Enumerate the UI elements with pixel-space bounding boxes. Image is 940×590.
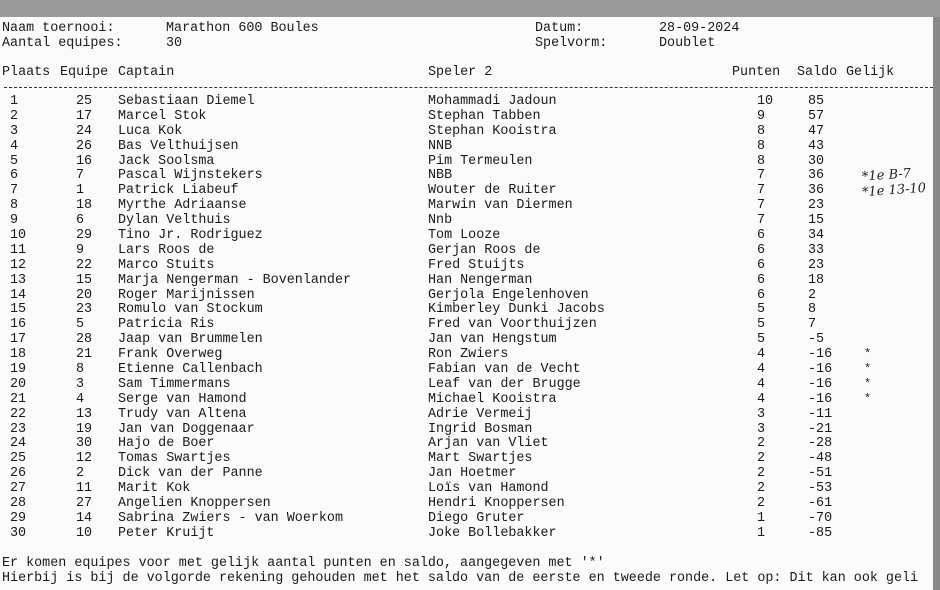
cell-captain: Patricia Ris bbox=[118, 317, 215, 333]
cell-points: 2 bbox=[757, 481, 766, 497]
cell-place: 16 bbox=[10, 317, 27, 333]
cell-points: 7 bbox=[757, 213, 766, 229]
cell-saldo: 47 bbox=[808, 123, 825, 139]
cell-saldo: 23 bbox=[808, 198, 825, 214]
cell-saldo: 30 bbox=[808, 153, 825, 169]
cell-points: 7 bbox=[757, 183, 766, 199]
cell-player2: Ron Zwiers bbox=[428, 347, 509, 363]
cell-player2: Jan van Hengstum bbox=[428, 332, 557, 348]
cell-captain: Sabrina Zwiers - van Woerkom bbox=[118, 510, 343, 526]
cell-captain: Serge van Hamond bbox=[118, 391, 247, 407]
cell-captain: Sam Timmermans bbox=[118, 376, 231, 392]
cell-team: 20 bbox=[76, 287, 93, 303]
cell-team: 2 bbox=[76, 466, 85, 482]
cell-place: 2 bbox=[10, 108, 19, 124]
table-row bbox=[0, 347, 933, 362]
tournament-name: Marathon 600 Boules bbox=[166, 21, 319, 36]
cell-team: 4 bbox=[76, 391, 85, 407]
cell-saldo: 18 bbox=[808, 272, 825, 288]
footer-note-order: Hierbij is bij de volgorde rekening gehouden met het saldo van de eerste en tweede ronde. Let op: Dit kan ook geli bbox=[2, 571, 919, 586]
cell-points: 6 bbox=[757, 257, 766, 273]
col-header-team: Equipe bbox=[60, 65, 109, 80]
cell-points: 2 bbox=[757, 436, 766, 452]
cell-points: 10 bbox=[757, 94, 774, 109]
table-row bbox=[0, 258, 933, 273]
cell-player2: Arjan van Vliet bbox=[428, 436, 549, 452]
cell-points: 5 bbox=[757, 332, 766, 348]
cell-saldo: 36 bbox=[808, 183, 825, 199]
cell-place: 22 bbox=[10, 406, 27, 422]
table-row bbox=[0, 273, 933, 288]
cell-tie: * bbox=[864, 376, 872, 391]
cell-captain: Hajo de Boer bbox=[118, 436, 215, 452]
table-row bbox=[0, 466, 933, 481]
cell-captain: Romulo van Stockum bbox=[118, 302, 263, 318]
cell-captain: Luca Kok bbox=[118, 123, 183, 139]
cell-place: 12 bbox=[10, 257, 27, 273]
cell-captain: Frank Overweg bbox=[118, 347, 223, 363]
cell-captain: Jack Soolsma bbox=[118, 153, 215, 169]
table-row bbox=[0, 168, 933, 183]
cell-points: 8 bbox=[757, 138, 766, 154]
cell-team: 24 bbox=[76, 123, 93, 139]
cell-points: 8 bbox=[757, 123, 766, 139]
cell-captain: Tomas Swartjes bbox=[118, 451, 231, 467]
cell-team: 28 bbox=[76, 332, 93, 348]
col-header-tie: Gelijk bbox=[846, 65, 895, 80]
table-row bbox=[0, 422, 933, 437]
cell-captain: Trudy van Altena bbox=[118, 406, 247, 422]
tournament-label: Naam toernooi: bbox=[2, 21, 115, 36]
table-row bbox=[0, 317, 933, 332]
cell-place: 21 bbox=[10, 391, 27, 407]
table-row bbox=[0, 109, 933, 124]
cell-place: 1 bbox=[10, 94, 19, 109]
cell-place: 30 bbox=[10, 525, 27, 541]
cell-saldo: 57 bbox=[808, 108, 825, 124]
cell-saldo: 43 bbox=[808, 138, 825, 154]
format-label: Spelvorm: bbox=[535, 36, 608, 51]
cell-captain: Sebastiaan Diemel bbox=[118, 94, 255, 109]
cell-team: 21 bbox=[76, 347, 93, 363]
cell-place: 26 bbox=[10, 466, 27, 482]
cell-captain: Jaap van Brummelen bbox=[118, 332, 263, 348]
cell-team: 3 bbox=[76, 376, 85, 392]
cell-points: 2 bbox=[757, 451, 766, 467]
results-sheet bbox=[0, 17, 933, 590]
cell-place: 20 bbox=[10, 376, 27, 392]
cell-tie: * bbox=[864, 391, 872, 406]
cell-player2: NBB bbox=[428, 168, 453, 184]
cell-team: 9 bbox=[76, 242, 85, 258]
cell-captain: Marcel Stok bbox=[118, 108, 207, 124]
scan-right-border bbox=[933, 17, 940, 590]
header-divider bbox=[4, 87, 933, 88]
table-row bbox=[0, 377, 933, 392]
cell-team: 15 bbox=[76, 272, 93, 288]
cell-place: 6 bbox=[10, 168, 19, 184]
cell-player2: Loïs van Hamond bbox=[428, 481, 549, 497]
handwritten-note-row7: *1e 13-10 bbox=[861, 180, 927, 201]
cell-points: 4 bbox=[757, 376, 766, 392]
cell-player2: Ingrid Bosman bbox=[428, 421, 533, 437]
table-row bbox=[0, 511, 933, 526]
teams-count: 30 bbox=[166, 36, 183, 51]
cell-saldo: -16 bbox=[808, 362, 833, 378]
table-row bbox=[0, 407, 933, 422]
table-row bbox=[0, 288, 933, 303]
cell-player2: Hendri Knoppersen bbox=[428, 496, 565, 512]
table-row bbox=[0, 124, 933, 139]
cell-place: 9 bbox=[10, 213, 19, 229]
cell-place: 14 bbox=[10, 287, 27, 303]
cell-player2: NNB bbox=[428, 138, 453, 154]
cell-captain: Patrick Liabeuf bbox=[118, 183, 239, 199]
cell-team: 27 bbox=[76, 496, 93, 512]
cell-place: 7 bbox=[10, 183, 19, 199]
cell-player2: Stephan Tabben bbox=[428, 108, 541, 124]
cell-points: 9 bbox=[757, 108, 766, 124]
cell-points: 4 bbox=[757, 347, 766, 363]
cell-place: 18 bbox=[10, 347, 27, 363]
cell-team: 16 bbox=[76, 153, 93, 169]
footer-note-tie: Er komen equipes voor met gelijk aantal punten en saldo, aangegeven met '*' bbox=[2, 556, 605, 571]
cell-saldo: 85 bbox=[808, 94, 825, 109]
cell-points: 6 bbox=[757, 228, 766, 244]
cell-saldo: -51 bbox=[808, 466, 833, 482]
cell-team: 11 bbox=[76, 481, 93, 497]
cell-points: 6 bbox=[757, 242, 766, 258]
cell-captain: Roger Marijnissen bbox=[118, 287, 255, 303]
cell-team: 8 bbox=[76, 362, 85, 378]
cell-team: 12 bbox=[76, 451, 93, 467]
cell-place: 8 bbox=[10, 198, 19, 214]
cell-captain: Marja Nengerman - Bovenlander bbox=[118, 272, 352, 288]
table-row bbox=[0, 302, 933, 317]
cell-place: 17 bbox=[10, 332, 27, 348]
cell-saldo: -85 bbox=[808, 525, 833, 541]
table-row bbox=[0, 332, 933, 347]
cell-player2: Michael Kooistra bbox=[428, 391, 557, 407]
cell-captain: Dick van der Panne bbox=[118, 466, 263, 482]
cell-points: 6 bbox=[757, 287, 766, 303]
cell-team: 18 bbox=[76, 198, 93, 214]
teams-label: Aantal equipes: bbox=[2, 36, 123, 51]
cell-saldo: -16 bbox=[808, 347, 833, 363]
cell-saldo: 7 bbox=[808, 317, 817, 333]
format-value: Doublet bbox=[659, 36, 716, 51]
cell-player2: Han Nengerman bbox=[428, 272, 533, 288]
cell-points: 2 bbox=[757, 466, 766, 482]
cell-player2: Tom Looze bbox=[428, 228, 501, 244]
cell-saldo: -16 bbox=[808, 376, 833, 392]
table-row bbox=[0, 154, 933, 169]
cell-team: 26 bbox=[76, 138, 93, 154]
cell-points: 5 bbox=[757, 302, 766, 318]
cell-saldo: 36 bbox=[808, 168, 825, 184]
cell-captain: Marit Kok bbox=[118, 481, 191, 497]
cell-team: 19 bbox=[76, 421, 93, 437]
cell-saldo: -5 bbox=[808, 332, 825, 348]
cell-saldo: -16 bbox=[808, 391, 833, 407]
cell-team: 30 bbox=[76, 436, 93, 452]
cell-player2: Gerjan Roos de bbox=[428, 242, 541, 258]
standings-table bbox=[0, 94, 933, 541]
cell-saldo: 15 bbox=[808, 213, 825, 229]
cell-team: 14 bbox=[76, 510, 93, 526]
cell-points: 2 bbox=[757, 496, 766, 512]
cell-saldo: -21 bbox=[808, 421, 833, 437]
cell-saldo: -70 bbox=[808, 510, 833, 526]
cell-team: 13 bbox=[76, 406, 93, 422]
cell-captain: Myrthe Adriaanse bbox=[118, 198, 247, 214]
cell-captain: Bas Velthuijsen bbox=[118, 138, 239, 154]
cell-saldo: -28 bbox=[808, 436, 833, 452]
table-row bbox=[0, 198, 933, 213]
cell-team: 23 bbox=[76, 302, 93, 318]
cell-captain: Jan van Doggenaar bbox=[118, 421, 255, 437]
cell-player2: Gerjola Engelenhoven bbox=[428, 287, 589, 303]
cell-place: 4 bbox=[10, 138, 19, 154]
cell-captain: Lars Roos de bbox=[118, 242, 215, 258]
cell-tie: * bbox=[864, 362, 872, 377]
cell-player2: Mart Swartjes bbox=[428, 451, 533, 467]
cell-captain: Angelien Knoppersen bbox=[118, 496, 271, 512]
cell-points: 7 bbox=[757, 168, 766, 184]
cell-player2: Kimberley Dunki Jacobs bbox=[428, 302, 605, 318]
cell-place: 29 bbox=[10, 510, 27, 526]
cell-team: 1 bbox=[76, 183, 85, 199]
cell-points: 3 bbox=[757, 406, 766, 422]
cell-team: 5 bbox=[76, 317, 85, 333]
col-header-points: Punten bbox=[732, 65, 781, 80]
cell-team: 17 bbox=[76, 108, 93, 124]
cell-saldo: 33 bbox=[808, 242, 825, 258]
cell-place: 19 bbox=[10, 362, 27, 378]
table-row bbox=[0, 180, 933, 201]
col-header-player2: Speler 2 bbox=[428, 65, 493, 80]
cell-place: 11 bbox=[10, 242, 27, 258]
cell-saldo: 2 bbox=[808, 287, 817, 303]
cell-place: 3 bbox=[10, 123, 19, 139]
cell-team: 25 bbox=[76, 94, 93, 109]
cell-tie: * bbox=[864, 347, 872, 362]
cell-place: 24 bbox=[10, 436, 27, 452]
handwritten-note-row6: *1e B-7 bbox=[861, 166, 912, 185]
cell-player2: Marwin van Diermen bbox=[428, 198, 573, 214]
cell-saldo: 8 bbox=[808, 302, 817, 318]
cell-captain: Tino Jr. Rodriguez bbox=[118, 228, 263, 244]
cell-points: 7 bbox=[757, 198, 766, 214]
table-row bbox=[0, 526, 933, 541]
cell-team: 6 bbox=[76, 213, 85, 229]
cell-place: 13 bbox=[10, 272, 27, 288]
table-row bbox=[0, 392, 933, 407]
table-row bbox=[0, 481, 933, 496]
col-header-place: Plaats bbox=[2, 65, 51, 80]
cell-player2: Fabian van de Vecht bbox=[428, 362, 581, 378]
col-header-captain: Captain bbox=[118, 65, 175, 80]
cell-points: 1 bbox=[757, 510, 766, 526]
cell-player2: Wouter de Ruiter bbox=[428, 183, 557, 199]
cell-player2: Jan Hoetmer bbox=[428, 466, 517, 482]
table-row bbox=[0, 496, 933, 511]
cell-captain: Dylan Velthuis bbox=[118, 213, 231, 229]
table-row bbox=[0, 139, 933, 154]
cell-player2: Nnb bbox=[428, 213, 453, 229]
cell-points: 3 bbox=[757, 421, 766, 437]
cell-place: 27 bbox=[10, 481, 27, 497]
cell-player2: Fred van Voorthuijzen bbox=[428, 317, 597, 333]
cell-player2: Mohammadi Jadoun bbox=[428, 94, 557, 109]
date-label: Datum: bbox=[535, 21, 584, 36]
cell-player2: Joke Bollebakker bbox=[428, 525, 557, 541]
cell-player2: Leaf van der Brugge bbox=[428, 376, 581, 392]
cell-team: 10 bbox=[76, 525, 93, 541]
cell-points: 8 bbox=[757, 153, 766, 169]
table-row bbox=[0, 436, 933, 451]
table-row bbox=[0, 362, 933, 377]
cell-saldo: -11 bbox=[808, 406, 833, 422]
cell-player2: Adrie Vermeij bbox=[428, 406, 533, 422]
cell-captain: Pascal Wijnstekers bbox=[118, 168, 263, 184]
scan-top-border bbox=[0, 0, 940, 17]
cell-player2: Fred Stuijts bbox=[428, 257, 525, 273]
cell-points: 4 bbox=[757, 362, 766, 378]
cell-saldo: -61 bbox=[808, 496, 833, 512]
cell-points: 5 bbox=[757, 317, 766, 333]
cell-team: 29 bbox=[76, 228, 93, 244]
cell-points: 6 bbox=[757, 272, 766, 288]
cell-player2: Diego Gruter bbox=[428, 510, 525, 526]
date-value: 28-09-2024 bbox=[659, 21, 740, 36]
table-row bbox=[0, 243, 933, 258]
table-row bbox=[0, 451, 933, 466]
cell-team: 22 bbox=[76, 257, 93, 273]
cell-captain: Etienne Callenbach bbox=[118, 362, 263, 378]
cell-saldo: 34 bbox=[808, 228, 825, 244]
cell-points: 1 bbox=[757, 525, 766, 541]
cell-captain: Marco Stuits bbox=[118, 257, 215, 273]
table-row bbox=[0, 213, 933, 228]
cell-saldo: -48 bbox=[808, 451, 833, 467]
cell-player2: Stephan Kooistra bbox=[428, 123, 557, 139]
cell-saldo: 23 bbox=[808, 257, 825, 273]
cell-player2: Pim Termeulen bbox=[428, 153, 533, 169]
cell-place: 25 bbox=[10, 451, 27, 467]
cell-place: 15 bbox=[10, 302, 27, 318]
table-row bbox=[0, 228, 933, 243]
cell-saldo: -53 bbox=[808, 481, 833, 497]
cell-place: 10 bbox=[10, 228, 27, 244]
cell-place: 5 bbox=[10, 153, 19, 169]
cell-place: 23 bbox=[10, 421, 27, 437]
cell-team: 7 bbox=[76, 168, 85, 184]
col-header-saldo: Saldo bbox=[797, 65, 838, 80]
cell-captain: Peter Kruijt bbox=[118, 525, 215, 541]
cell-place: 28 bbox=[10, 496, 27, 512]
cell-points: 4 bbox=[757, 391, 766, 407]
table-row bbox=[0, 94, 933, 109]
